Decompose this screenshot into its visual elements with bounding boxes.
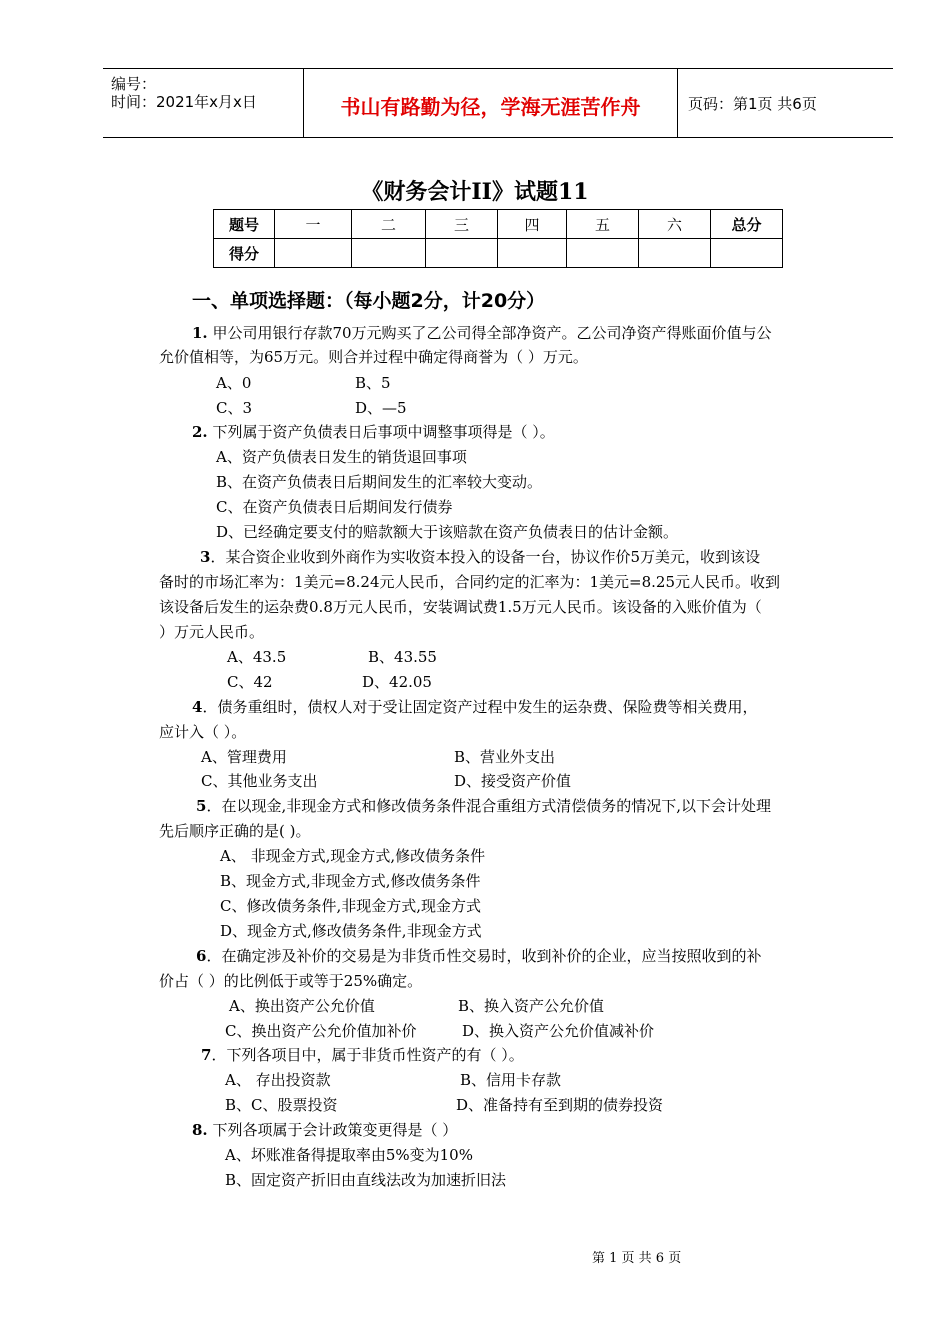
score-cell-header: 四 [498, 210, 567, 239]
score-cell-header: 六 [639, 210, 711, 239]
header-motto: 书山有路勤为径，学海无涯苦作舟 [340, 95, 641, 119]
option-b: B、信用卡存款 [460, 1071, 562, 1089]
question-number: 8. [192, 1121, 208, 1139]
question-2-line [192, 422, 555, 442]
option-c: C、换出资产公允价值加补价 [225, 1022, 417, 1040]
score-table-score-row [214, 239, 783, 268]
page-footer: 第 1 页 共 6 页 [592, 1251, 682, 1266]
option-a: A、换出资产公允价值 [229, 997, 375, 1015]
question-number: 6 [196, 947, 207, 965]
score-cell-empty [639, 239, 711, 268]
question-3-line: 该设备后发生的运杂费0.8万元人民币，安装调试费1.5万元人民币。该设备的入账价值为（ [159, 598, 762, 616]
header-page-label: 页码：第1页 共6页 [688, 95, 817, 113]
section-title: 一、单项选择题：（每小题2分，计20分） [192, 290, 546, 312]
question-number: 2. [192, 423, 208, 441]
score-cell-header: 三 [426, 210, 498, 239]
question-number: 5 [196, 797, 207, 815]
score-cell-header: 五 [567, 210, 639, 239]
question-3-line: ）万元人民币。 [159, 623, 265, 641]
option-a: A、 非现金方式,现金方式,修改债务条件 [220, 847, 486, 865]
question-5-line: 先后顺序正确的是( )。 [159, 822, 311, 840]
question-3-line [200, 547, 760, 567]
serial-label: 编号： [111, 75, 157, 93]
exam-title: 《财务会计II》试题11 [361, 179, 589, 205]
option-d: D、现金方式,修改债务条件,非现金方式 [220, 922, 482, 940]
option-c: C、42 [227, 673, 273, 691]
option-d: D、准备持有至到期的债券投资 [456, 1096, 664, 1114]
score-cell-empty [275, 239, 352, 268]
option-b: B、在资产负债表日后期间发生的汇率较大变动。 [216, 473, 543, 491]
option-c: C、其他业务支出 [201, 772, 318, 790]
score-table-header-row [214, 210, 783, 239]
header-motto-cell [304, 69, 678, 137]
score-cell-header: 二 [352, 210, 426, 239]
question-8-line [192, 1120, 457, 1140]
option-a: A、0 [216, 374, 252, 392]
score-cell-label: 题号 [214, 210, 275, 239]
question-text: ．在确定涉及补价的交易是为非货币性交易时，收到补价的企业，应当按照收到的补 [206, 947, 762, 965]
score-cell-empty [711, 239, 783, 268]
question-3-line: 备时的市场汇率为：1美元=8.24元人民币，合同约定的汇率为：1美元=8.25元人民币。收到 [159, 573, 781, 591]
score-cell-empty [426, 239, 498, 268]
question-5-line [196, 796, 771, 816]
question-text: 下列属于资产负债表日后事项中调整事项得是（ ）。 [207, 423, 555, 441]
question-text: 下列各项属于会计政策变更得是（ ） [207, 1121, 458, 1139]
option-b: B、营业外支出 [454, 748, 556, 766]
option-b: B、固定资产折旧由直线法改为加速折旧法 [225, 1171, 507, 1189]
question-text: ．债务重组时，债权人对于受让固定资产过程中发生的运杂费、保险费等相关费用， [202, 698, 758, 716]
question-6-line: 价占（ ）的比例低于或等于25%确定。 [159, 972, 423, 990]
option-a: A、 存出投资款 [225, 1071, 331, 1089]
score-cell-label: 得分 [214, 239, 275, 268]
question-number: 3 [200, 548, 211, 566]
option-c: C、修改债务条件,非现金方式,现金方式 [220, 897, 482, 915]
option-b: B、换入资产公允价值 [458, 997, 605, 1015]
question-text: ．某合资企业收到外商作为实收资本投入的设备一台，协议作价5万美元，收到该设 [210, 548, 760, 566]
question-number: 1. [192, 324, 208, 342]
option-b: B、现金方式,非现金方式,修改债务条件 [220, 872, 481, 890]
question-text: ．下列各项目中，属于非货币性资产的有（ ）。 [211, 1046, 524, 1064]
option-c: B、C、股票投资 [225, 1096, 338, 1114]
score-table [213, 209, 783, 268]
option-b: B、5 [355, 374, 391, 392]
option-d: D、接受资产价值 [454, 772, 572, 790]
option-d: D、已经确定要支付的赔款额大于该赔款在资产负债表日的估计金额。 [216, 523, 679, 541]
option-c: C、3 [216, 399, 253, 417]
option-c: C、在资产负债表日后期间发行债券 [216, 498, 453, 516]
score-cell-empty [498, 239, 567, 268]
question-text: 甲公司用银行存款70万元购买了乙公司得全部净资产。乙公司净资产得账面价值与公 [207, 324, 772, 342]
question-6-line [196, 946, 761, 966]
question-4-line: 应计入（ ）。 [159, 723, 247, 741]
option-d: D、换入资产公允价值减补价 [462, 1022, 655, 1040]
option-b: B、43.55 [368, 648, 437, 666]
option-d: D、—5 [355, 399, 407, 417]
question-1-line: 允价值相等，为65万元。则合并过程中确定得商誉为（ ）万元。 [159, 348, 588, 366]
question-7-line [201, 1045, 524, 1065]
option-a: A、43.5 [227, 648, 287, 666]
score-cell-empty [352, 239, 426, 268]
question-number: 7 [201, 1046, 212, 1064]
question-4-line [192, 697, 757, 717]
option-a: A、坏账准备得提取率由5%变为10% [225, 1146, 473, 1164]
option-d: D、42.05 [362, 673, 432, 691]
header-page-cell [678, 69, 893, 137]
header-meta-cell [103, 69, 304, 137]
question-1-line [192, 323, 772, 343]
date-label: 时间：2021年x月x日 [111, 93, 257, 111]
question-number: 4 [192, 698, 203, 716]
question-text: ．在以现金,非现金方式和修改债务条件混合重组方式清偿债务的情况下,以下会计处理 [206, 797, 771, 815]
score-cell-total: 总分 [711, 210, 783, 239]
score-cell-empty [567, 239, 639, 268]
option-a: A、资产负债表日发生的销货退回事项 [216, 448, 467, 466]
option-a: A、管理费用 [201, 748, 287, 766]
score-cell-header: 一 [275, 210, 352, 239]
page-header [103, 68, 893, 138]
